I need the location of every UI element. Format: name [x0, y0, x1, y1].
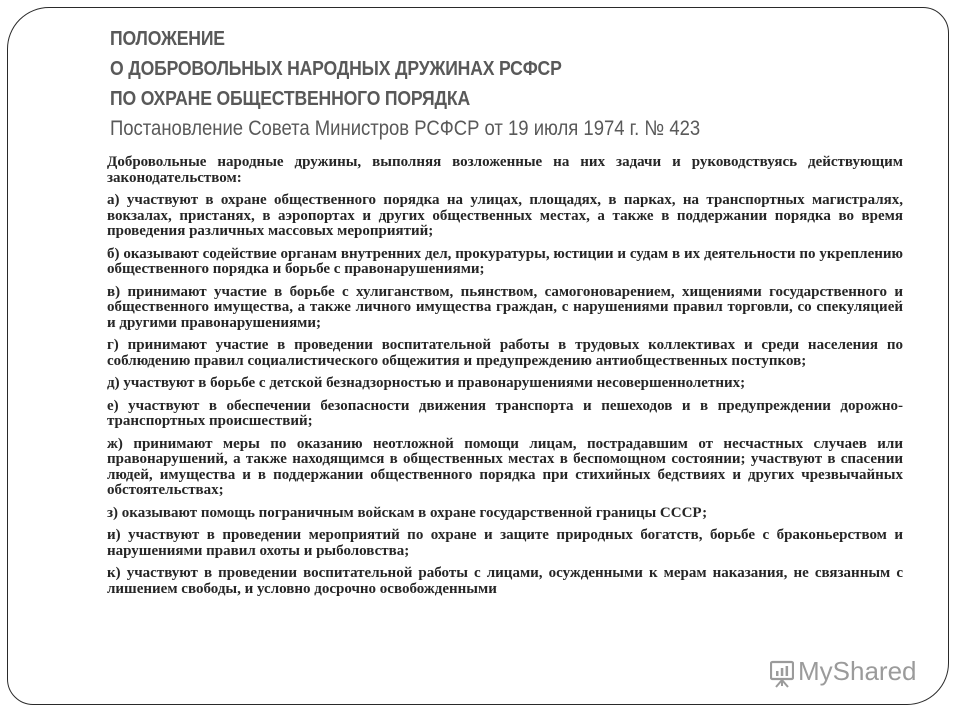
- list-item-k: к) участвуют в проведении воспитательной работы с лицами, осужденными к мерам наказания, не связанным с лишением свободы, и условно досрочно освобожденными: [107, 565, 903, 597]
- title-line-1: ПОЛОЖЕНИЕ: [110, 28, 225, 50]
- title-line-3: ПО ОХРАНЕ ОБЩЕСТВЕННОГО ПОРЯДКА: [110, 88, 470, 110]
- list-item-a: а) участвуют в охране общественного порядка на улицах, площадях, в парках, на транспортных магистралях, вокзалах, пристанях, в аэропортах и других общественных местах, а также в поддержании порядка во время проведения различных массовых мероприятий;: [107, 192, 903, 239]
- watermark-label: MyShared: [798, 656, 917, 686]
- intro-paragraph: Добровольные народные дружины, выполняя возложенные на них задачи и руководствуясь действующим законодательством:: [107, 154, 903, 186]
- list-item-v: в) принимают участие в борьбе с хулиганством, пьянством, самогоноварением, хищениями государственного и общественного имущества, а также личного имущества граждан, с нарушениями правил торговли, со спекуляцией и другими правонарушениями;: [107, 283, 903, 331]
- presentation-chart-icon: [770, 660, 794, 684]
- document-subtitle: Постановление Совета Министров РСФСР от 19 июля 1974 г. № 423: [110, 117, 701, 140]
- list-item-zh: ж) принимают меры по оказанию неотложной помощи лицам, пострадавшим от несчастных случаев или правонарушений, а также находящимся в общественных местах в беспомощном состоянии; участвуют в спасении людей, имущества и в поддержании общественного порядка при стихийных бедствиях и других чрезвычайных обстоятельствах;: [107, 435, 903, 498]
- list-item-i: и) участвуют в проведении мероприятий по охране и защите природных богатств, борьбе с браконьерством и нарушениями правил охоты и рыболовства;: [107, 527, 903, 559]
- document-header: [110, 24, 890, 144]
- list-item-e: е) участвуют в обеспечении безопасности движения транспорта и пешеходов и в предупреждении дорожно-транспортных происшествий;: [107, 397, 903, 429]
- list-item-d: д) участвуют в борьбе с детской безнадзорностью и правонарушениями несовершеннолетних;: [107, 375, 746, 391]
- list-item-b: б) оказывают содействие органам внутренних дел, прокуратуры, юстиции и судам в их деятельности по укреплению общественного порядка и борьбе с правонарушениями;: [107, 245, 903, 277]
- list-item-z: з) оказывают помощь пограничным войскам в охране государственной границы СССР;: [107, 504, 708, 521]
- title-line-2: О ДОБРОВОЛЬНЫХ НАРОДНЫХ ДРУЖИНАХ РСФСР: [110, 58, 562, 80]
- list-item-g: г) принимают участие в проведении воспитательной работы в трудовых коллективах и среди населения по соблюдению правил социалистического общежития и предупреждению антиобщественных поступков;: [107, 337, 903, 369]
- document-body: [107, 155, 903, 604]
- myshared-watermark: [770, 656, 917, 687]
